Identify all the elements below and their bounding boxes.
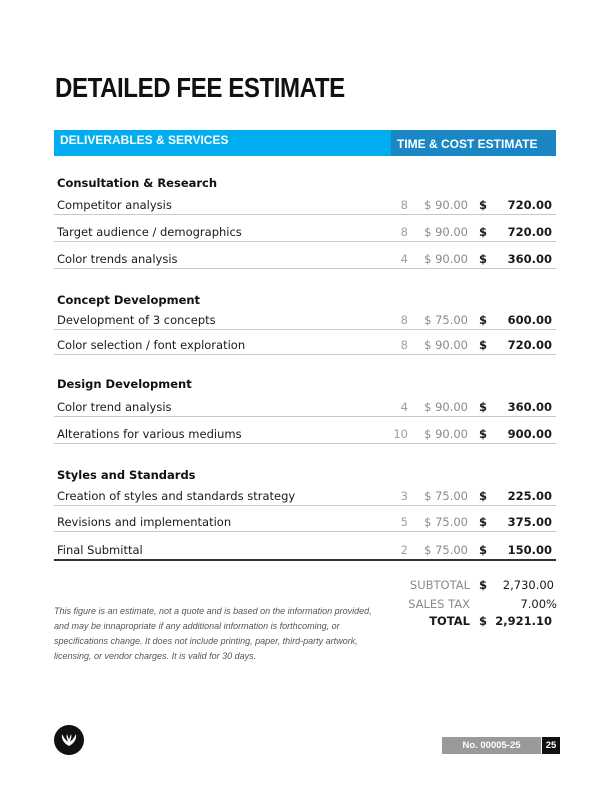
row-description: Color selection / font exploration	[57, 338, 246, 352]
row-rate: $ 90.00	[424, 225, 468, 239]
row-quantity: 3	[400, 489, 408, 503]
row-currency: $	[479, 225, 488, 239]
row-quantity: 8	[400, 225, 408, 239]
row-description: Alterations for various mediums	[57, 427, 242, 441]
row-currency: $	[479, 489, 488, 503]
row-currency: $	[479, 338, 488, 352]
row-description: Color trends analysis	[57, 252, 178, 266]
row-rate: $ 75.00	[424, 515, 468, 529]
table-row	[54, 487, 556, 506]
row-rate: $ 90.00	[424, 338, 468, 352]
row-rate: $ 90.00	[424, 198, 468, 212]
row-rate: $ 75.00	[424, 543, 468, 557]
row-currency: $	[479, 427, 488, 441]
row-total: 360.00	[507, 400, 552, 414]
row-total: 360.00	[507, 252, 552, 266]
page-number: 25	[542, 737, 560, 754]
subtotal-label: SUBTOTAL	[409, 578, 470, 592]
row-rate: $ 75.00	[424, 313, 468, 327]
row-quantity: 8	[400, 338, 408, 352]
row-quantity: 2	[400, 543, 408, 557]
row-currency: $	[479, 252, 488, 266]
deliverables-header	[54, 130, 391, 156]
page-title: DETAILED FEE ESTIMATE	[55, 72, 345, 103]
section-title: Styles and Standards	[57, 468, 196, 482]
section-title: Concept Development	[57, 293, 201, 307]
row-quantity: 4	[400, 400, 408, 414]
estimate-disclaimer: This figure is an estimate, not a quote and is based on the information provided, and may be innapropriate if any additional information is forthcoming, or specifications change. It does not include printing, paper, third-party artwork, licensing, or vendor charges. It is valid for 30 days.	[54, 606, 372, 661]
subtotal-value: 2,730.00	[502, 578, 554, 592]
row-description: Revisions and implementation	[57, 515, 232, 529]
row-currency: $	[479, 400, 488, 414]
table-row	[54, 311, 556, 330]
row-quantity: 8	[400, 313, 408, 327]
row-total: 720.00	[507, 338, 552, 352]
sales-tax-label: SALES TAX	[408, 597, 470, 611]
row-currency: $	[479, 198, 488, 212]
row-total: 375.00	[507, 515, 552, 529]
row-total: 720.00	[507, 225, 552, 239]
row-quantity: 8	[400, 198, 408, 212]
row-total: 150.00	[507, 543, 552, 557]
document-number: No. 00005-25	[442, 737, 541, 754]
row-total: 225.00	[507, 489, 552, 503]
total-value: 2,921.10	[495, 614, 552, 628]
table-row	[54, 398, 556, 417]
total-currency: $	[479, 614, 488, 628]
sales-tax-value: 7.00%	[520, 597, 557, 611]
row-quantity: 4	[400, 252, 408, 266]
row-rate: $ 90.00	[424, 400, 468, 414]
estimate-header-label: TIME & COST ESTIMATE	[397, 137, 538, 151]
row-currency: $	[479, 313, 488, 327]
row-rate: $ 90.00	[424, 252, 468, 266]
section-title: Design Development	[57, 377, 192, 391]
row-currency: $	[479, 515, 488, 529]
table-row	[54, 541, 556, 561]
row-description: Color trend analysis	[57, 400, 172, 414]
row-description: Final Submittal	[57, 543, 143, 557]
row-total: 720.00	[507, 198, 552, 212]
row-description: Competitor analysis	[57, 198, 172, 212]
subtotal-currency: $	[479, 578, 488, 592]
row-description: Creation of styles and standards strategy	[57, 489, 296, 503]
row-total: 600.00	[507, 313, 552, 327]
section-title: Consultation & Research	[57, 176, 218, 190]
row-rate: $ 90.00	[424, 427, 468, 441]
deliverables-header-label: DELIVERABLES & SERVICES	[60, 133, 229, 147]
table-row	[54, 336, 556, 355]
wings-logo-icon	[54, 725, 84, 755]
row-total: 900.00	[507, 427, 552, 441]
row-rate: $ 75.00	[424, 489, 468, 503]
row-currency: $	[479, 543, 488, 557]
row-quantity: 5	[400, 515, 408, 529]
table-row	[54, 513, 556, 532]
total-label: TOTAL	[429, 614, 470, 628]
row-description: Development of 3 concepts	[57, 313, 216, 327]
row-description: Target audience / demographics	[57, 225, 242, 239]
estimate-header	[391, 130, 556, 156]
table-row	[54, 425, 556, 444]
table-row	[54, 196, 556, 215]
table-row	[54, 250, 556, 269]
table-row	[54, 223, 556, 242]
row-quantity: 10	[393, 427, 408, 441]
